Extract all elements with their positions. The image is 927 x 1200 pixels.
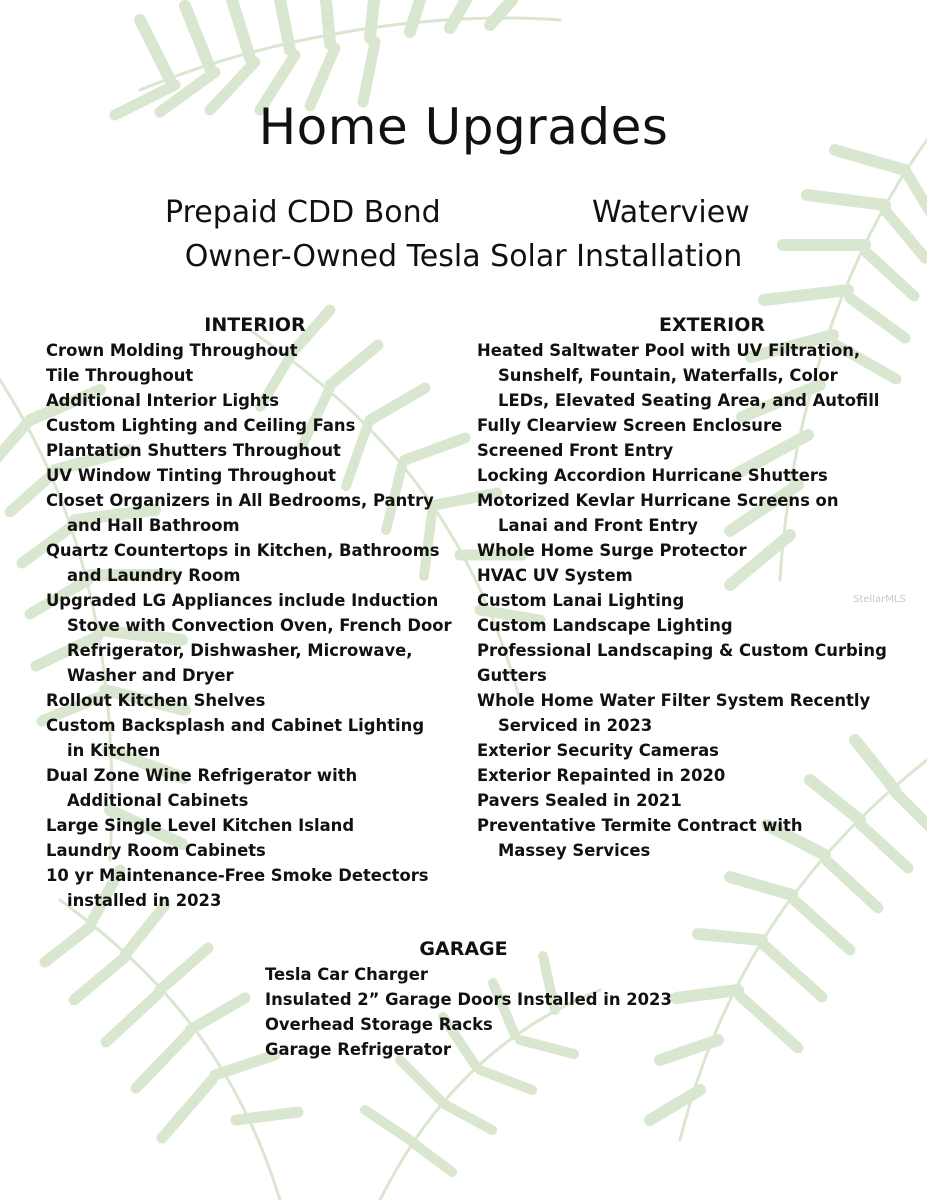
list-item <box>477 813 907 863</box>
list-item-line: Fully Clearview Screen Enclosure <box>477 416 783 435</box>
mls-watermark: StellarMLS <box>853 594 906 605</box>
list-item <box>46 363 466 388</box>
list-item-continuation: Serviced in 2023 <box>498 716 653 735</box>
list-item <box>46 463 466 488</box>
list-item-line: Dual Zone Wine Refrigerator with <box>46 766 358 785</box>
list-item <box>477 588 907 613</box>
subtitle-solar: Owner-Owned Tesla Solar Installation <box>184 239 743 274</box>
interior-list <box>46 338 466 913</box>
interior-heading: INTERIOR <box>204 314 306 336</box>
list-item <box>477 488 907 538</box>
list-item-line: Custom Lighting and Ceiling Fans <box>46 416 356 435</box>
subtitle-cdd-bond: Prepaid CDD Bond <box>165 195 441 230</box>
list-item-line: Upgraded LG Appliances include Induction <box>46 591 439 610</box>
list-item-line: Additional Interior Lights <box>46 391 280 410</box>
page-title: Home Upgrades <box>258 98 669 156</box>
list-item-line: Tile Throughout <box>46 366 194 385</box>
exterior-list <box>477 338 907 863</box>
list-item-line: Whole Home Water Filter System Recently <box>477 691 871 710</box>
garage-section <box>0 936 927 1062</box>
list-item <box>46 813 466 838</box>
list-item-continuation: Massey Services <box>498 841 651 860</box>
list-item <box>46 588 466 688</box>
list-item-line: Pavers Sealed in 2021 <box>477 791 682 810</box>
list-item-line: 10 yr Maintenance-Free Smoke Detectors <box>46 866 429 885</box>
list-item-line: Closet Organizers in All Bedrooms, Pantry <box>46 491 434 510</box>
list-item <box>477 688 907 738</box>
list-item <box>477 638 907 663</box>
list-item-line: Custom Lanai Lighting <box>477 591 685 610</box>
garage-item: Overhead Storage Racks <box>265 1015 493 1034</box>
list-item-continuation: Additional Cabinets <box>67 791 249 810</box>
list-item-line: Plantation Shutters Throughout <box>46 441 341 460</box>
list-item-continuation: Washer and Dryer <box>67 666 234 685</box>
garage-heading: GARAGE <box>419 938 508 960</box>
list-item-continuation: Lanai and Front Entry <box>498 516 698 535</box>
list-item <box>46 713 466 763</box>
list-item <box>477 613 907 638</box>
interior-section <box>46 312 466 913</box>
list-item-continuation: installed in 2023 <box>67 891 222 910</box>
list-item <box>46 413 466 438</box>
list-item <box>46 538 466 588</box>
list-item-line: Whole Home Surge Protector <box>477 541 747 560</box>
list-item <box>46 763 466 813</box>
list-item <box>46 863 466 913</box>
list-item-line: Custom Landscape Lighting <box>477 616 733 635</box>
list-item-line: Motorized Kevlar Hurricane Screens on <box>477 491 839 510</box>
list-item-line: Custom Backsplash and Cabinet Lighting <box>46 716 425 735</box>
list-item <box>477 438 907 463</box>
list-item-continuation: Refrigerator, Dishwasher, Microwave, <box>67 641 413 660</box>
list-item-line: UV Window Tinting Throughout <box>46 466 336 485</box>
list-item-continuation: and Hall Bathroom <box>67 516 240 535</box>
garage-item: Garage Refrigerator <box>265 1040 451 1059</box>
list-item-continuation: in Kitchen <box>67 741 161 760</box>
list-item-line: Screened Front Entry <box>477 441 674 460</box>
list-item <box>477 463 907 488</box>
list-item-continuation: and Laundry Room <box>67 566 241 585</box>
list-item-continuation: LEDs, Elevated Seating Area, and Autofill <box>498 391 880 410</box>
list-item-line: HVAC UV System <box>477 566 633 585</box>
list-item <box>477 788 907 813</box>
list-item-line: Quartz Countertops in Kitchen, Bathrooms <box>46 541 440 560</box>
list-item-continuation: Stove with Convection Oven, French Door <box>67 616 452 635</box>
exterior-heading: EXTERIOR <box>658 314 766 336</box>
list-item-continuation: Sunshelf, Fountain, Waterfalls, Color <box>498 366 838 385</box>
list-item-line: Preventative Termite Contract with <box>477 816 803 835</box>
exterior-section <box>477 312 907 863</box>
list-item <box>46 688 466 713</box>
list-item <box>46 388 466 413</box>
list-item-line: Rollout Kitchen Shelves <box>46 691 266 710</box>
garage-item: Tesla Car Charger <box>265 965 428 984</box>
list-item <box>46 838 466 863</box>
list-item-line: Exterior Repainted in 2020 <box>477 766 726 785</box>
list-item <box>477 413 907 438</box>
list-item-line: Large Single Level Kitchen Island <box>46 816 355 835</box>
list-item-line: Heated Saltwater Pool with UV Filtration, <box>477 341 861 360</box>
subtitle-waterview: Waterview <box>592 195 750 230</box>
garage-list <box>0 962 927 1062</box>
list-item <box>46 338 466 363</box>
list-item <box>477 663 907 688</box>
list-item <box>46 438 466 463</box>
list-item-line: Laundry Room Cabinets <box>46 841 266 860</box>
list-item-line: Professional Landscaping & Custom Curbing <box>477 641 887 660</box>
list-item <box>477 738 907 763</box>
list-item <box>46 488 466 538</box>
list-item <box>477 538 907 563</box>
list-item <box>477 563 907 588</box>
list-item <box>477 338 907 413</box>
list-item-line: Gutters <box>477 666 547 685</box>
list-item-line: Crown Molding Throughout <box>46 341 298 360</box>
list-item-line: Locking Accordion Hurricane Shutters <box>477 466 828 485</box>
list-item-line: Exterior Security Cameras <box>477 741 719 760</box>
garage-item: Insulated 2” Garage Doors Installed in 2023 <box>265 990 672 1009</box>
list-item <box>477 763 907 788</box>
